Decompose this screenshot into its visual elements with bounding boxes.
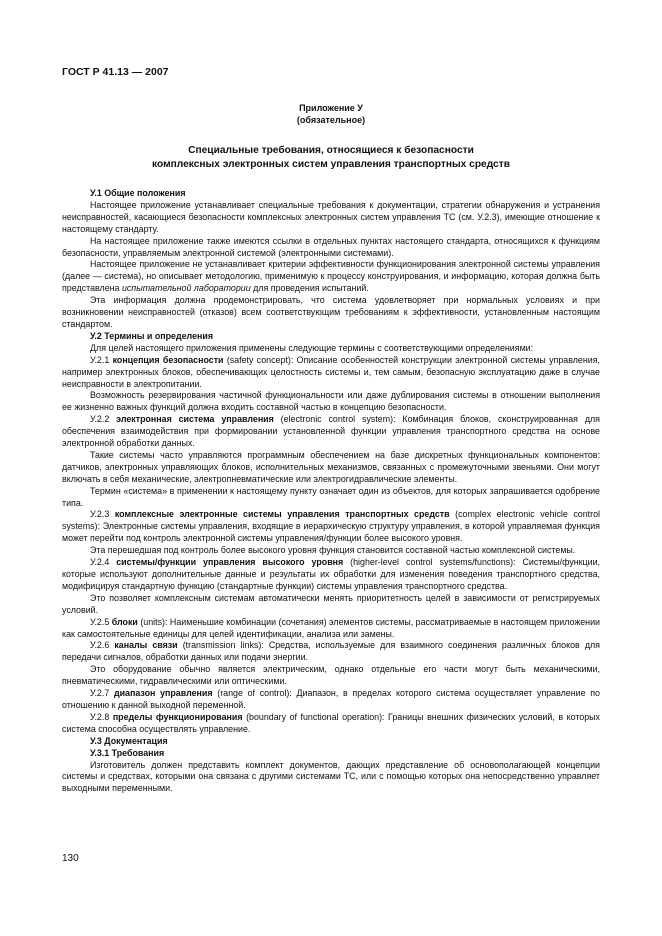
paragraph: Для целей настоящего приложения применены следующие термины с соответствующими определениями: [90, 342, 534, 353]
paragraph: Эта информация должна продемонстрировать, что система удовлетворяет при нормальных условиях и при возникновении неисправностей (отказов) всем соответствующим требованиям к эффективности, установленным настоящим стандартом. [62, 295, 600, 329]
text: Настоящее приложение не устанавливает критерии эффективности функционирования электронной системы управления (далее — система), но описывает методологию, применимую к процессу конструирования, и информацию, которая должна быть представлена [62, 259, 600, 294]
term-definition: (range of control): Диапазон, в пределах которого система осуществляет управление по отношению к данной выходной переменной. [62, 688, 600, 710]
paragraph: Изготовитель должен представить комплект документов, дающих представление об основополагающей концепции системы и средствах, которыми она связана с другими системами ТС, или с помощью которых она непосредственно управляет выходными переменными. [62, 759, 600, 794]
definition [62, 640, 600, 664]
paragraph: Такие системы часто управляются программным обеспечением на базе дискретных функциональных компонентов: датчиков, электронных управляющих блоков, исполнительных механизмов, связанных с промежуточными звеньями. Они могут включать в себя механические, электропневматические или электрогидравлические элементы. [62, 449, 600, 484]
paragraph: Эта перешедшая под контроль более высокого уровня функция становится составной частью комплексной системы. [90, 545, 576, 556]
definition [62, 414, 600, 450]
document-title-line-1: Специальные требования, относящиеся к безопасности [188, 145, 474, 156]
document-header: ГОСТ Р 41.13 — 2007 [62, 66, 169, 78]
definition [62, 688, 600, 712]
paragraph [62, 259, 600, 295]
term: пределы функционирования [112, 711, 243, 722]
section-heading: У.1 Общие положения [90, 188, 186, 198]
term-definition: (complex electronic vehicle control systems): Электронные системы управления, входящие в иерархическую структуру управления, в которой управляемая функция может перейти под контроль электронной системы управления/функции более высокого уровня. [62, 509, 600, 544]
term-definition: (transmission links): Средства, используемые для взаимного соединения различных блоков для передачи сигналов, обработки данных или подачи энергии. [62, 640, 600, 663]
term-number: У.2.5 [90, 616, 112, 627]
term-definition: (higher-level control systems/functions): Системы/функции, которые используют дополнительные данные и результаты их обработки для изменения поведения транспортного средства, модифицируя стандартную функцию (стандартные функции) системы управления транспортного средства. [62, 557, 600, 591]
definition [62, 355, 600, 391]
term-number: У.2.1 [90, 354, 113, 365]
term-number: У.2.7 [90, 688, 114, 699]
paragraph: Настоящее приложение устанавливает специальные требования к документации, стратегии обнаружения и устранения неисправностей, касающиеся безопасности комплексных электронных систем управления ТС (см. У.2.3), имеющие отношение к настоящему стандарту. [62, 199, 600, 234]
term-definition: (units): Наименьшие комбинации (сочетания) элементов системы, рассматриваемые в настоящем приложении как самостоятельные единицы для целей идентификации, анализа или замены. [62, 616, 601, 639]
term: системы/функции управления высокого уровня [116, 557, 344, 568]
definition [62, 509, 600, 545]
paragraph: На настоящее приложение также имеются ссылки в отдельных пунктах настоящего стандарта, относящихся к функциям безопасности, управляемым электронной системой (электронными системами). [62, 235, 600, 258]
term: концепция безопасности [112, 354, 224, 365]
paragraph: Термин «система» в применении к настоящему пункту означает один из объектов, для которых запрашивается одобрение типа. [62, 485, 600, 508]
subsection-heading: У.3.1 Требования [90, 747, 165, 758]
appendix-title: Приложение У [299, 103, 363, 113]
term-definition: (safety concept): Описание особенностей конструкции электронной системы управления, например электронных блоков, обеспечивающих целостность системы и, тем самым, безопасную эксплуатацию даже в случае неисправности в электропитании. [62, 354, 600, 389]
definition [62, 712, 600, 736]
document-title-line-2: комплексных электронных систем управления транспортных средств [152, 158, 510, 170]
paragraph: Возможность резервирования частичной функциональности или даже дублирования системы в отношении выполнения ее жизненно важных функций должна входить составной частью в концепцию безопасности. [62, 390, 600, 413]
definition [62, 617, 600, 641]
term: диапазон управления [113, 688, 213, 699]
term-number: У.2.3 [90, 509, 115, 520]
term-definition: (boundary of functional operation): Границы внешних физических условий, в которых система способна осуществлять управление. [62, 711, 600, 734]
term-number: У.2.8 [90, 711, 113, 722]
page-number: 130 [62, 853, 79, 864]
section-heading: У.2 Термины и определения [90, 330, 214, 341]
term-number: У.2.2 [90, 414, 117, 425]
term: комплексные электронные системы управления транспортных средств [114, 509, 450, 520]
section-heading: У.3 Документация [90, 735, 168, 746]
document-title [62, 144, 600, 171]
term: электронная система управления [116, 414, 274, 425]
term-number: У.2.4 [90, 557, 117, 568]
term: блоки [111, 616, 138, 627]
term-number: У.2.6 [90, 640, 115, 651]
paragraph: Это оборудование обычно является электрическим, однако отдельные его части могут быть механическими, пневматическими, гидравлическими или оптическими. [62, 664, 600, 687]
term: каналы связи [114, 640, 178, 651]
definition [62, 557, 600, 593]
document-body [62, 188, 600, 795]
text: для проведения испытаний. [250, 283, 369, 294]
document-page [62, 66, 600, 795]
term-definition: (electronic control system): Комбинация блоков, сконструированная для обеспечения взаимодействия при формировании установленной функции управления транспортного средства на основе электронной обработки данных. [62, 414, 600, 449]
paragraph: Это позволяет комплексным системам автоматически менять приоритетность целей в зависимости от регистрируемых условий. [62, 592, 600, 615]
italic-text: испытательной лаборатории [121, 283, 251, 294]
appendix-note: (обязательное) [296, 115, 366, 125]
